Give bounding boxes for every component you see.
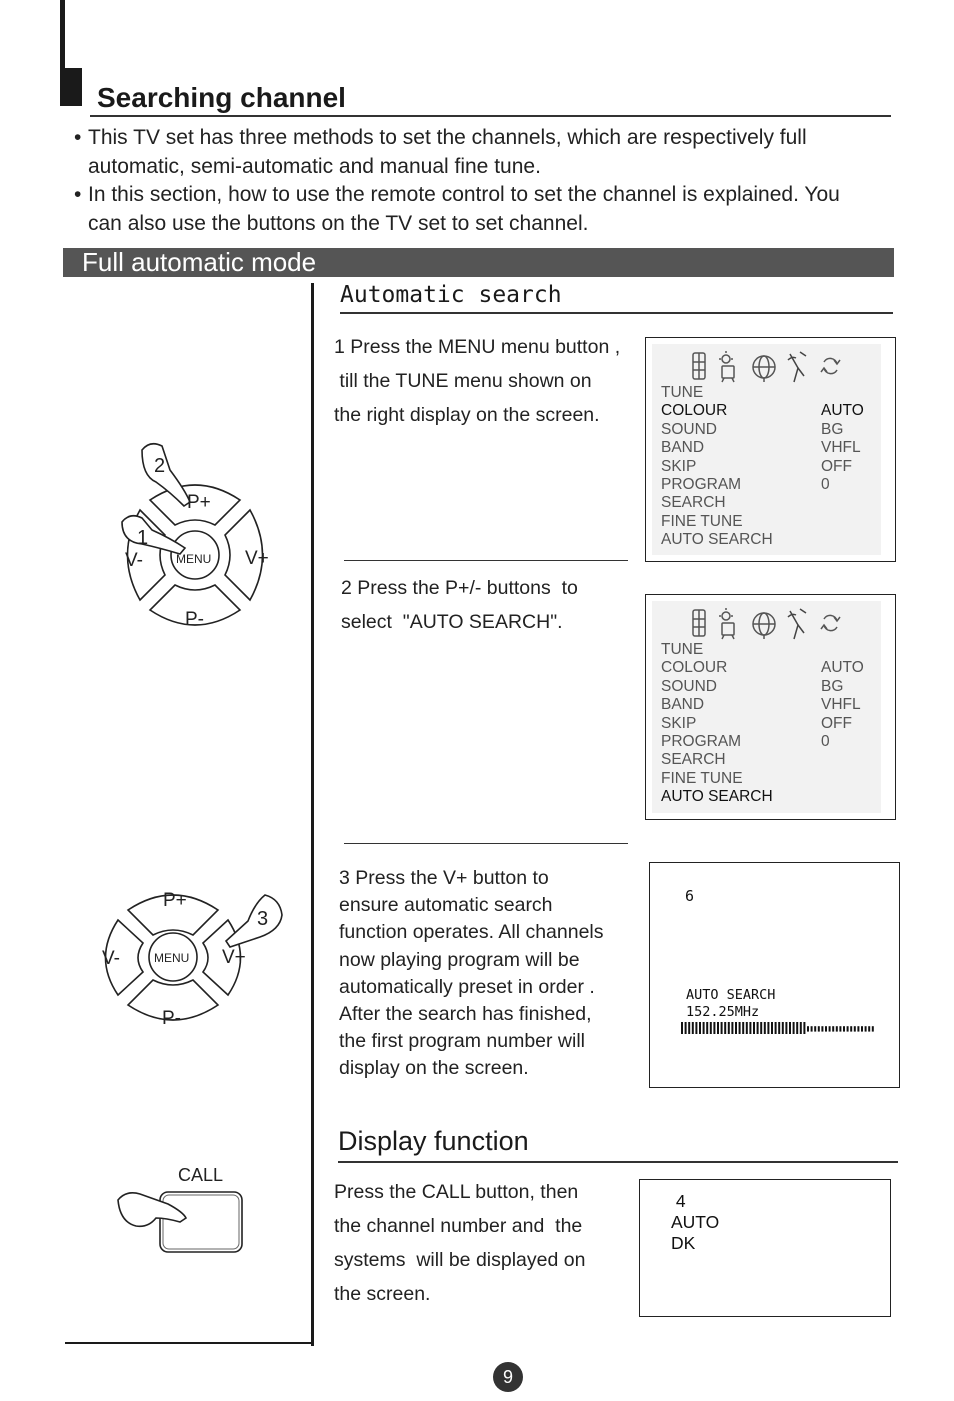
progress-tick-filled: [685, 1022, 687, 1034]
section-banner: [63, 248, 894, 277]
step-1-text: 1 Press the MENU menu button , till the TUNE menu shown on the right display on the screen.: [334, 336, 621, 426]
progress-tick-empty: [829, 1026, 831, 1031]
dpad-up-label: P+: [187, 492, 211, 513]
picture-icon: [693, 610, 705, 636]
progress-tick-filled: [785, 1022, 787, 1034]
tune-menu-panel: [652, 344, 881, 555]
refresh-icon: [821, 615, 840, 630]
callout-number: 2: [154, 455, 166, 477]
progress-tick-filled: [760, 1022, 762, 1034]
info-sound-system: DK: [671, 1233, 696, 1253]
progress-tick-filled: [764, 1022, 766, 1034]
tune-menu-screen: [645, 594, 896, 820]
menu-item-tune[interactable]: TUNE: [661, 384, 704, 401]
frequency-readout: 152.25MHz: [686, 1004, 760, 1020]
progress-tick-empty: [850, 1026, 852, 1031]
bullet-marker: •: [74, 183, 82, 206]
progress-tick-filled: [793, 1022, 795, 1034]
dpad-right-label: V+: [245, 548, 269, 569]
brightness-icon: [719, 351, 734, 382]
menu-item-program[interactable]: PROGRAM 0: [661, 475, 830, 493]
progress-tick-filled: [796, 1022, 798, 1034]
progress-tick-empty: [836, 1026, 838, 1031]
call-key: [160, 1192, 242, 1252]
menu-item-search[interactable]: SEARCH: [661, 494, 726, 512]
corner-block: [60, 68, 82, 106]
globe-icon: [753, 356, 775, 382]
menu-item-sound[interactable]: SOUND BG: [661, 420, 844, 438]
step-divider: [344, 560, 628, 561]
progress-tick-empty: [832, 1026, 834, 1031]
progress-tick-filled: [728, 1022, 730, 1034]
progress-tick-filled: [721, 1022, 723, 1034]
tune-menu-list: [661, 641, 881, 807]
bullet-item: [74, 123, 874, 181]
channel-info-screen: [639, 1179, 891, 1317]
progress-tick-filled: [739, 1022, 741, 1034]
progress-tick-filled: [800, 1022, 802, 1034]
menu-item-fine-tune[interactable]: FINE TUNE: [661, 769, 743, 787]
progress-tick-empty: [821, 1026, 823, 1031]
column-divider: [311, 283, 314, 1346]
brightness-icon: [719, 608, 734, 639]
progress-tick-empty: [847, 1026, 849, 1031]
progress-tick-filled: [771, 1022, 773, 1034]
callout-number: 1: [137, 527, 149, 549]
progress-tick-empty: [814, 1026, 816, 1031]
globe-icon: [753, 613, 775, 639]
antenna-icon: [788, 352, 806, 382]
progress-tick-filled: [681, 1022, 683, 1034]
progress-tick-empty: [811, 1026, 813, 1031]
menu-icon-bar: [686, 350, 856, 384]
menu-item-fine-tune[interactable]: FINE TUNE: [661, 512, 743, 530]
dpad-down-label: P-: [185, 609, 204, 630]
display-function-text: Press the CALL button, then the channel number and the systems will be displayed on the screen.: [334, 1181, 586, 1305]
tune-menu-screen: [645, 337, 896, 562]
dpad-center-label: MENU: [154, 951, 190, 965]
info-colour-system: AUTO: [671, 1212, 720, 1232]
dpad-up-label: P+: [163, 890, 187, 911]
dpad-left-label: V-: [125, 550, 143, 571]
progress-tick-empty: [807, 1026, 809, 1031]
bullet-text: This TV set has three methods to set the channels, which are respectively full automatic, semi‐automatic and manual fine tune.: [88, 126, 807, 178]
progress-tick-filled: [688, 1022, 690, 1034]
remote-dpad-illustration: [90, 430, 300, 650]
menu-item-colour[interactable]: COLOUR AUTO: [661, 402, 864, 420]
menu-item-skip[interactable]: SKIP OFF: [661, 457, 852, 475]
menu-item-tune[interactable]: TUNE: [661, 641, 704, 658]
display-function-title: Display function: [338, 1126, 529, 1156]
progress-tick-filled: [703, 1022, 705, 1034]
progress-tick-filled: [735, 1022, 737, 1034]
menu-item-colour[interactable]: COLOUR AUTO: [661, 659, 864, 677]
progress-tick-filled: [775, 1022, 777, 1034]
call-label: CALL: [178, 1165, 224, 1185]
refresh-icon: [821, 358, 840, 373]
progress-tick-filled: [782, 1022, 784, 1034]
progress-tick-filled: [692, 1022, 694, 1034]
subsection-title: Automatic search: [340, 282, 562, 308]
progress-tick-filled: [767, 1022, 769, 1034]
channel-info-lines: [671, 1191, 719, 1254]
auto-search-label: AUTO SEARCH: [686, 987, 776, 1003]
progress-tick-filled: [717, 1022, 719, 1034]
bullet-marker: •: [74, 126, 82, 149]
progress-tick-empty: [861, 1026, 863, 1031]
bullet-item: [74, 180, 874, 238]
menu-item-auto-search[interactable]: AUTO SEARCH: [661, 531, 773, 549]
progress-tick-filled: [789, 1022, 791, 1034]
progress-tick-filled: [778, 1022, 780, 1034]
progress-tick-filled: [803, 1022, 805, 1034]
step-3-text: 3 Press the V+ button to ensure automatic search function operates. All channels now playing program will be automatically preset in order . After the search has finished, the first program number will display on the screen.: [339, 867, 604, 1080]
page-number: 9: [502, 1367, 513, 1387]
step-divider: [344, 843, 628, 844]
progress-tick-filled: [731, 1022, 733, 1034]
menu-item-band[interactable]: BAND VHFL: [661, 439, 861, 457]
dpad-center-label: MENU: [176, 552, 212, 566]
pointing-hand-icon: [226, 895, 282, 947]
menu-icon-bar: [686, 607, 856, 641]
progress-tick-filled: [749, 1022, 751, 1034]
section-title: Full automatic mode: [82, 247, 317, 277]
menu-item-band[interactable]: BAND VHFL: [661, 696, 861, 714]
dpad-left-label: V-: [102, 948, 120, 969]
channel-number: 6: [685, 887, 695, 905]
step-2-text: 2 Press the P+/- buttons to select "AUTO SEARCH".: [341, 577, 578, 633]
antenna-icon: [788, 609, 806, 639]
progress-tick-filled: [746, 1022, 748, 1034]
picture-icon: [693, 353, 705, 379]
progress-tick-filled: [710, 1022, 712, 1034]
title-rule: [90, 115, 891, 117]
progress-tick-filled: [713, 1022, 715, 1034]
menu-item-skip[interactable]: SKIP OFF: [661, 714, 852, 732]
progress-tick-filled: [695, 1022, 697, 1034]
auto-search-screen: [649, 862, 900, 1088]
progress-tick-empty: [854, 1026, 856, 1031]
page-title: Searching channel: [97, 82, 346, 113]
progress-tick-empty: [865, 1026, 867, 1031]
menu-item-search[interactable]: SEARCH: [661, 751, 726, 769]
progress-tick-empty: [843, 1026, 845, 1031]
subsection-rule: [340, 312, 893, 314]
menu-item-auto-search[interactable]: AUTO SEARCH: [661, 788, 773, 806]
info-channel-number: 4: [671, 1191, 686, 1211]
progress-tick-filled: [753, 1022, 755, 1034]
progress-tick-empty: [872, 1026, 874, 1031]
search-progress-bar: [681, 1022, 874, 1034]
call-button-illustration: [108, 1160, 258, 1260]
progress-tick-filled: [699, 1022, 701, 1034]
progress-tick-empty: [825, 1026, 827, 1031]
dpad-right-label: V+: [222, 947, 246, 968]
remote-dpad-illustration: [90, 875, 300, 1045]
bottom-rule: [65, 1342, 314, 1344]
tune-menu-panel: [652, 601, 881, 813]
tune-menu-list: [661, 384, 881, 550]
progress-tick-empty: [839, 1026, 841, 1031]
menu-item-program[interactable]: PROGRAM 0: [661, 732, 830, 750]
dpad-down-label: P-: [162, 1008, 181, 1029]
progress-tick-empty: [818, 1026, 820, 1031]
page-number-badge: [493, 1362, 523, 1392]
progress-tick-filled: [724, 1022, 726, 1034]
progress-tick-empty: [857, 1026, 859, 1031]
callout-number: 3: [257, 908, 269, 930]
menu-item-sound[interactable]: SOUND BG: [661, 677, 844, 695]
bullet-text: In this section, how to use the remote control to set the channel is explained. You can also use the buttons on the TV set to set channel.: [88, 183, 840, 235]
progress-tick-filled: [757, 1022, 759, 1034]
progress-tick-filled: [742, 1022, 744, 1034]
display-function-rule: [338, 1161, 898, 1163]
progress-tick-filled: [706, 1022, 708, 1034]
progress-tick-empty: [868, 1026, 870, 1031]
